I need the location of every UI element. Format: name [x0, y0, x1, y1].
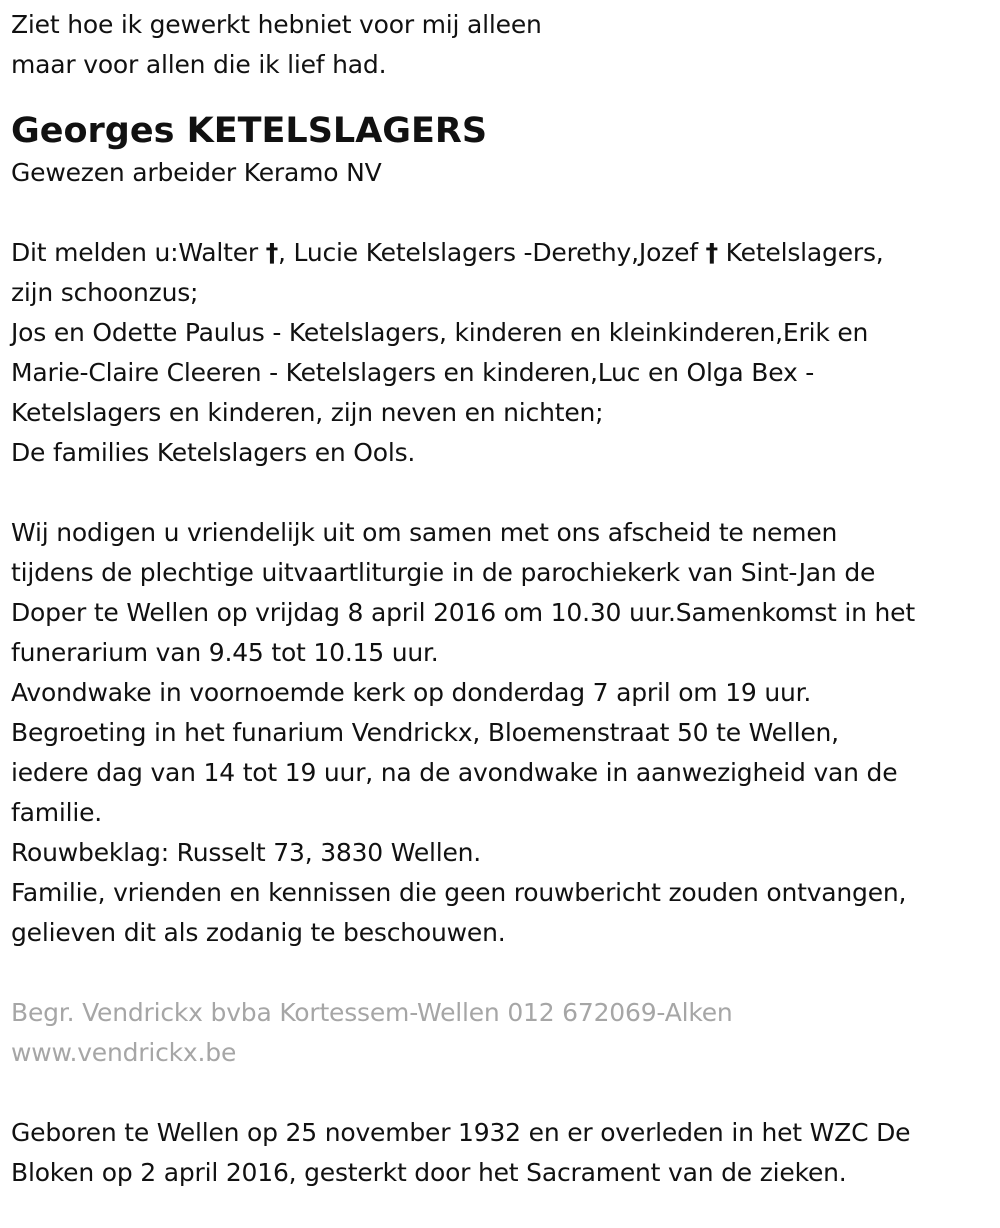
- poem-line-2: maar voor allen die ik lief had.: [11, 50, 387, 79]
- poem-line-1: Ziet hoe ik gewerkt hebniet voor mij alleen: [11, 10, 542, 39]
- invitation-line: Rouwbeklag: Russelt 73, 3830 Wellen.: [11, 838, 482, 867]
- invitation-line: Wij nodigen u vriendelijk uit om samen met ons afscheid te nemen: [11, 518, 838, 547]
- funeral-home-line-1: Begr. Vendrickx bvba Kortessem-Wellen 012 672069-Alken: [11, 998, 733, 1027]
- funeral-home: [11, 993, 1000, 1073]
- invitation-line: familie.: [11, 798, 103, 827]
- invitation-line: tijdens de plechtige uitvaartliturgie in de parochiekerk van Sint-Jan de: [11, 558, 876, 587]
- invitation-line: funerarium van 9.45 tot 10.15 uur.: [11, 638, 439, 667]
- announcement-text-a: Dit melden u:Walter: [11, 238, 266, 267]
- invitation: [11, 513, 1000, 953]
- invitation-line: Familie, vrienden en kennissen die geen rouwbericht zouden ontvangen,: [11, 878, 907, 907]
- announcement-line-5: Ketelslagers en kinderen, zijn neven en nichten;: [11, 398, 604, 427]
- invitation-line: Doper te Wellen op vrijdag 8 april 2016 om 10.30 uur.Samenkomst in het: [11, 598, 915, 627]
- announcement-line-1: [11, 233, 1000, 273]
- birth-death-line-1: Geboren te Wellen op 25 november 1932 en er overleden in het WZC De: [11, 1118, 911, 1147]
- invitation-line: Avondwake in voornoemde kerk op donderdag 7 april om 19 uur.: [11, 678, 812, 707]
- invitation-line: gelieven dit als zodanig te beschouwen.: [11, 918, 506, 947]
- announcement-line-4: Marie-Claire Cleeren - Ketelslagers en kinderen,Luc en Olga Bex -: [11, 358, 815, 387]
- funeral-home-website: www.vendrickx.be: [11, 1038, 237, 1067]
- announcement-line-3: Jos en Odette Paulus - Ketelslagers, kinderen en kleinkinderen,Erik en: [11, 318, 869, 347]
- invitation-line: Begroeting in het funarium Vendrickx, Bloemenstraat 50 te Wellen,: [11, 718, 839, 747]
- announcement-text-c: Ketelslagers,: [717, 238, 884, 267]
- announcement-line-6: De families Ketelslagers en Ools.: [11, 438, 416, 467]
- announcement-line-2: zijn schoonzus;: [11, 278, 199, 307]
- invitation-line: iedere dag van 14 tot 19 uur, na de avondwake in aanwezigheid van de: [11, 758, 898, 787]
- deceased-name: Georges KETELSLAGERS: [11, 111, 488, 151]
- birth-death-line-2: Bloken op 2 april 2016, gesterkt door het Sacrament van de zieken.: [11, 1158, 847, 1187]
- cross-icon: †: [265, 238, 279, 267]
- cross-icon: †: [705, 238, 718, 267]
- announcement-text-b: , Lucie Ketelslagers -Derethy,Jozef: [278, 238, 706, 267]
- announcement: [11, 233, 1000, 473]
- deceased-occupation: Gewezen arbeider Keramo NV: [11, 158, 382, 187]
- poem: [11, 5, 1000, 85]
- birth-death: [11, 1113, 1000, 1193]
